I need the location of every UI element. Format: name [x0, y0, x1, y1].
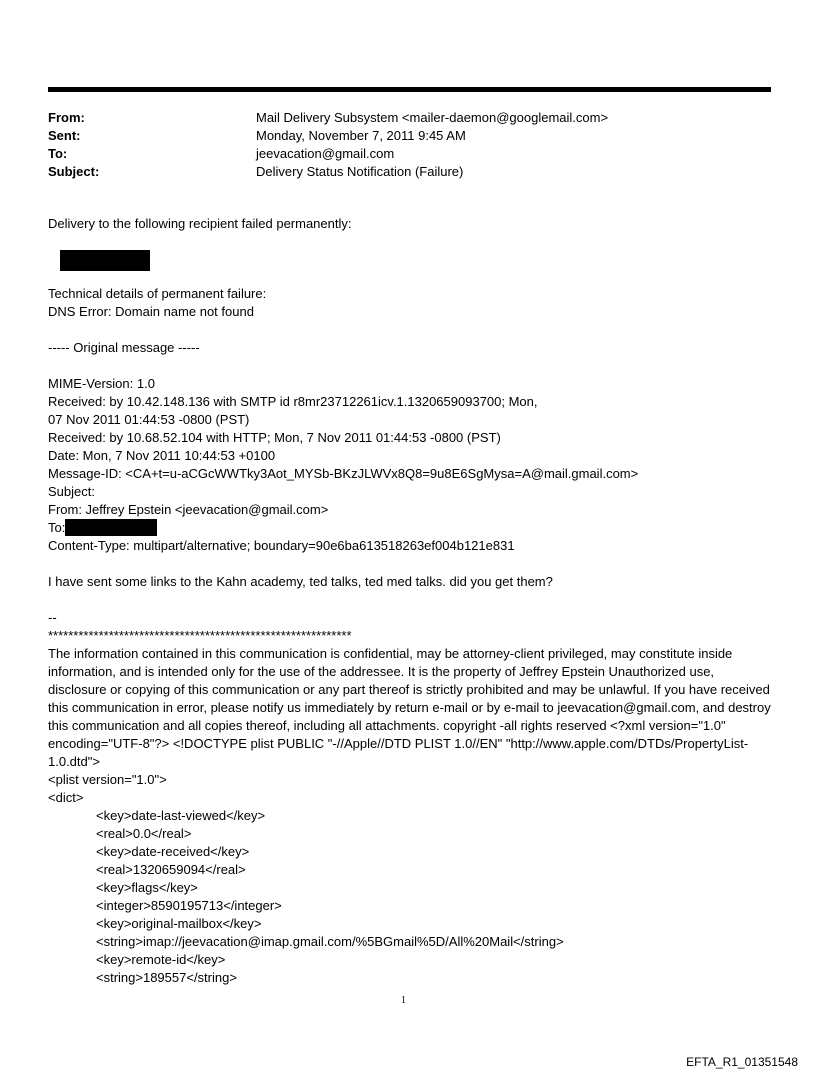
signature-dash: --	[48, 610, 57, 625]
from-label: From:	[48, 110, 85, 125]
sent-value: Monday, November 7, 2011 9:45 AM	[256, 128, 466, 143]
content-type-line: Content-Type: multipart/alternative; boundary=90e6ba613518263ef004b121e831	[48, 538, 515, 553]
orig-from-line: From: Jeffrey Epstein <jeevacation@gmail.com>	[48, 502, 329, 517]
plist-open: <plist version="1.0">	[48, 772, 167, 787]
subject-label: Subject:	[48, 164, 100, 179]
redacted-to	[65, 519, 157, 536]
from-row	[48, 109, 768, 127]
subject-row	[48, 163, 768, 181]
message-text: I have sent some links to the Kahn academy, ted talks, ted med talks. did you get them?	[48, 574, 553, 589]
plist-integer-flags: <integer>8590195713</integer>	[96, 898, 282, 913]
redacted-recipient	[60, 250, 150, 271]
to-value: jeevacation@gmail.com	[256, 146, 395, 161]
to-label: To:	[48, 146, 68, 161]
sent-row	[48, 127, 768, 145]
plist-string-remote-id: <string>189557</string>	[96, 970, 237, 985]
intro-line: Delivery to the following recipient failed permanently:	[48, 216, 352, 231]
subject-value: Delivery Status Notification (Failure)	[256, 164, 464, 179]
plist-key-original-mailbox: <key>original-mailbox</key>	[96, 916, 262, 931]
message-id-line: Message-ID: <CA+t=u-aCGcWWTky3Aot_MYSb-BKzJLWVx8Q8=9u8E6SgMysa=A@mail.gmail.com>	[48, 466, 639, 481]
mime-line: MIME-Version: 1.0	[48, 376, 155, 391]
document-id: EFTA_R1_01351548	[686, 1055, 798, 1069]
plist-key-date-received: <key>date-received</key>	[96, 844, 250, 859]
plist-key-remote-id: <key>remote-id</key>	[96, 952, 226, 967]
orig-subject-line: Subject:	[48, 484, 95, 499]
plist-string-original-mailbox: <string>imap://jeevacation@imap.gmail.com/%5BGmail%5D/All%20Mail</string>	[96, 934, 564, 949]
received-line-2: Received: by 10.68.52.104 with HTTP; Mon, 7 Nov 2011 01:44:53 -0800 (PST)	[48, 430, 501, 445]
tech-heading: Technical details of permanent failure:	[48, 286, 267, 301]
disclaimer-paragraph: The information contained in this communication is confidential, may be attorney-client privileged, may constitute inside information, and is intended only for the use of the addressee. It is the property of Jeffrey Epstein Unauthorized use, disclosure or copying of this communication or any part thereof is strictly prohibited and may be unlawful. If you have received this communication in error, please notify us immediately by return e-mail or by e-mail to jeevacation@gmail.com, and destroy this communication and all copies thereof, including all attachments. copyright -all rights reserved <?xml version="1.0" encoding="UTF-8"?> <!DOCTYPE plist PUBLIC "-//Apple//DTD PLIST 1.0//EN" "http://www.apple.com/DTDs/PropertyList-1.0.dtd">	[48, 646, 771, 769]
plist-key-date-last-viewed: <key>date-last-viewed</key>	[96, 808, 266, 823]
orig-to-line	[48, 519, 773, 537]
to-row	[48, 145, 768, 163]
signature-stars: ************************************************************	[48, 628, 352, 643]
plist-key-flags: <key>flags</key>	[96, 880, 198, 895]
dict-open: <dict>	[48, 790, 84, 805]
dns-error: DNS Error: Domain name not found	[48, 304, 254, 319]
received-line-1a: Received: by 10.42.148.136 with SMTP id r8mr23712261icv.1.1320659093700; Mon,	[48, 394, 538, 409]
original-message-marker: ----- Original message -----	[48, 340, 200, 355]
date-line: Date: Mon, 7 Nov 2011 10:44:53 +0100	[48, 448, 276, 463]
sent-label: Sent:	[48, 128, 81, 143]
orig-to-label: To:	[48, 520, 66, 535]
plist-real-date-received: <real>1320659094</real>	[96, 862, 246, 877]
plist-real-date-last-viewed: <real>0.0</real>	[96, 826, 192, 841]
email-header	[48, 109, 768, 181]
email-body	[48, 215, 773, 987]
received-line-1b: 07 Nov 2011 01:44:53 -0800 (PST)	[48, 412, 250, 427]
from-value: Mail Delivery Subsystem <mailer-daemon@googlemail.com>	[256, 110, 609, 125]
page-number: 1	[401, 995, 406, 1006]
header-rule	[48, 87, 771, 92]
